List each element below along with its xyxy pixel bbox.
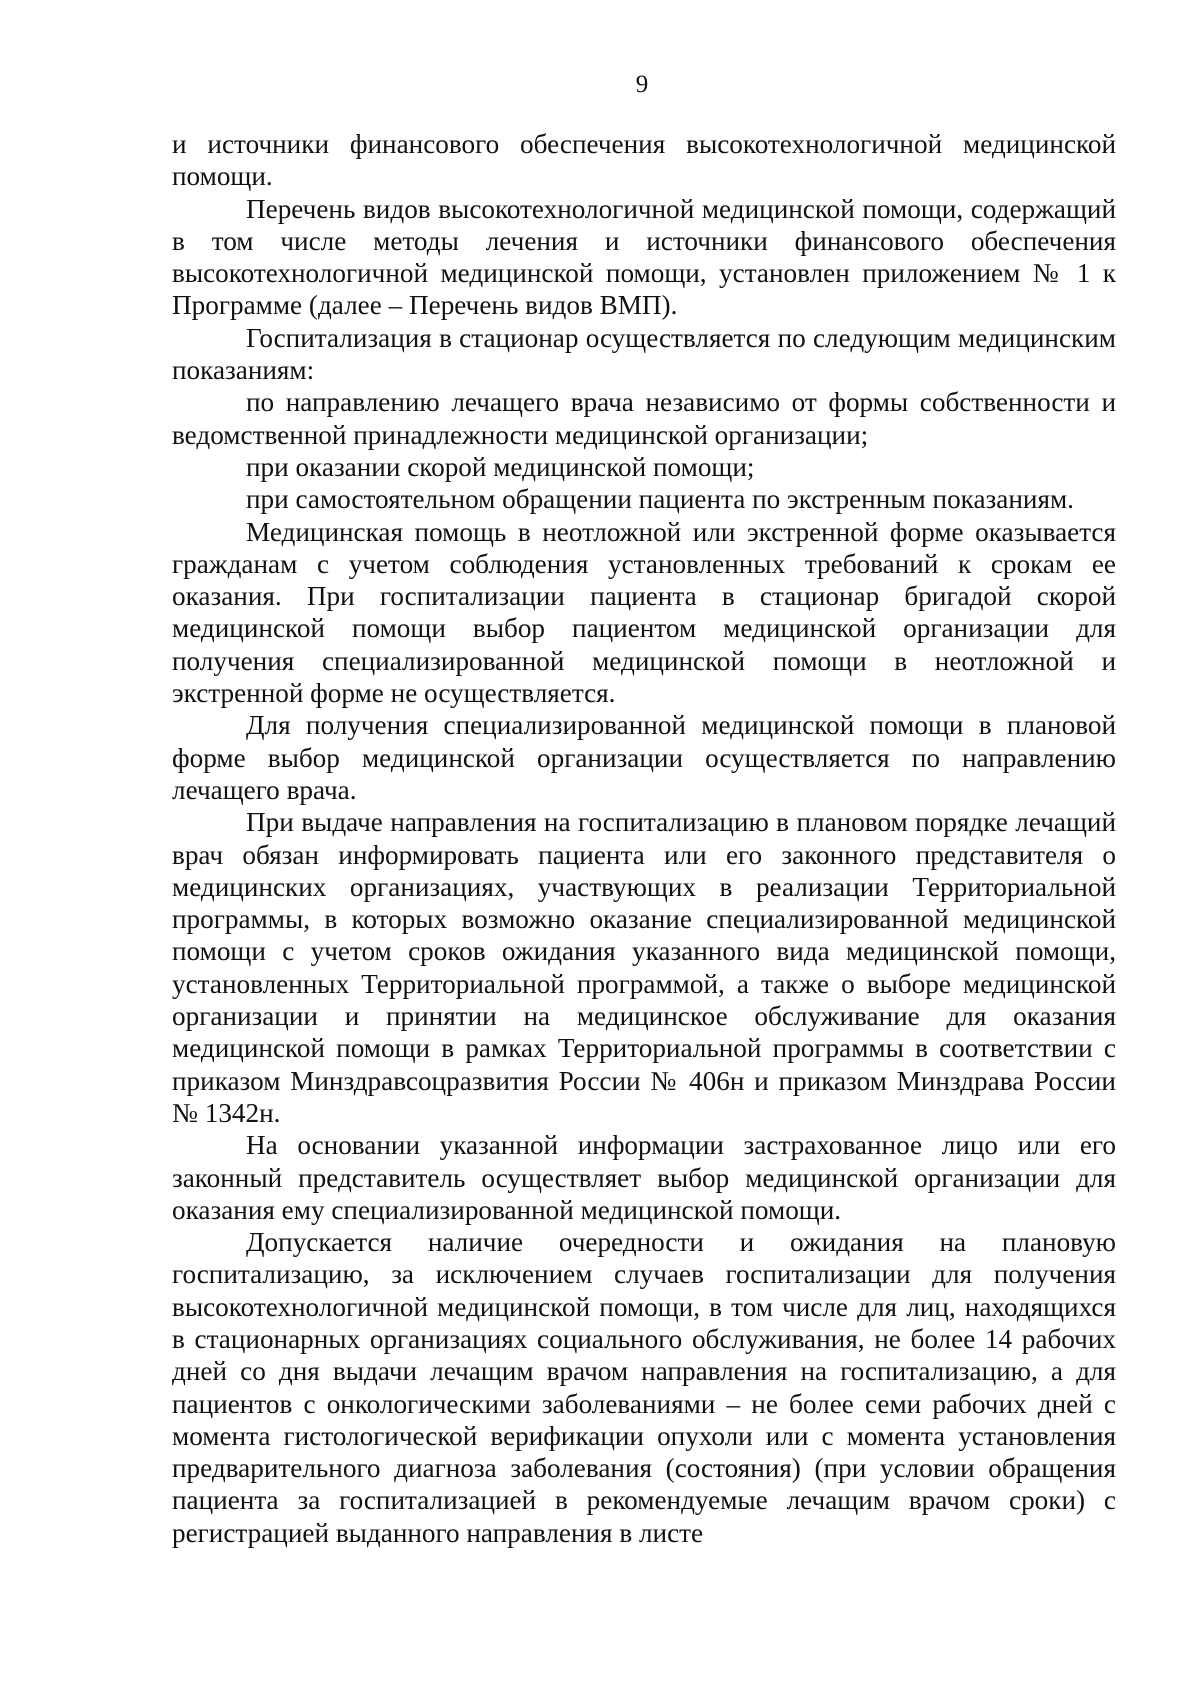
- paragraph-2: Перечень видов высокотехнологичной медицинской помощи, содержащий в том числе методы лечения и источники финансового обеспечения высокотехнологичной медицинской помощи, установлен приложением № 1 к Программе (далее – Перечень видов ВМП).: [172, 193, 1116, 321]
- page-number: 9: [635, 71, 649, 98]
- paragraph-9: При выдаче направления на госпитализацию в плановом порядке лечащий врач обязан информировать пациента или его законного представителя о медицинских организациях, участвующих в реализации Территориальной программы, в которых возможно оказание специализированной медицинской помощи с учетом сроков ожидания указанного вида медицинской помощи, установленных Территориальной программой, а также о выборе медицинской организации и принятии на медицинское обслуживание для оказания медицинской помощи в рамках Территориальной программы в соответствии с приказом Минздравсоцразвития России № 406н и приказом Минздрава России № 1342н.: [172, 807, 1116, 1128]
- paragraph-3: Госпитализация в стационар осуществляется по следующим медицинским показаниям:: [172, 322, 1116, 386]
- document-body: [172, 128, 1116, 1549]
- paragraph-10: На основании указанной информации застрахованное лицо или его законный представитель осуществляет выбор медицинской организации для оказания ему специализированной медицинской помощи.: [172, 1130, 1116, 1225]
- paragraph-7: Медицинская помощь в неотложной или экстренной форме оказывается гражданам с учетом соблюдения установленных требований к срокам ее оказания. При госпитализации пациента в стационар бригадой скорой медицинской помощи выбор пациентом медицинской организации для получения специализированной медицинской помощи в неотложной и экстренной форме не осуществляется.: [172, 516, 1116, 709]
- paragraph-11: Допускается наличие очередности и ожидания на плановую госпитализацию, за исключением случаев госпитализации для получения высокотехнологичной медицинской помощи, в том числе для лиц, находящихся в стационарных организациях социального обслуживания, не более 14 рабочих дней со дня выдачи лечащим врачом направления на госпитализацию, а для пациентов с онкологическими заболеваниями – не более семи рабочих дней с момента гистологической верификации опухоли или с момента установления предварительного диагноза заболевания (состояния) (при условии обращения пациента за госпитализацией в рекомендуемые лечащим врачом сроки) с регистрацией выданного направления в листе: [172, 1227, 1116, 1548]
- paragraph-5: при оказании скорой медицинской помощи;: [246, 451, 755, 482]
- paragraph-1: и источники финансового обеспечения высокотехнологичной медицинской помощи.: [172, 129, 1116, 192]
- paragraph-4: по направлению лечащего врача независимо от формы собственности и ведомственной принадлежности медицинской организации;: [172, 387, 1116, 450]
- paragraph-6: при самостоятельном обращении пациента по экстренным показаниям.: [246, 484, 1074, 515]
- paragraph-8: Для получения специализированной медицинской помощи в плановой форме выбор медицинской организации осуществляется по направлению лечащего врача.: [172, 710, 1116, 805]
